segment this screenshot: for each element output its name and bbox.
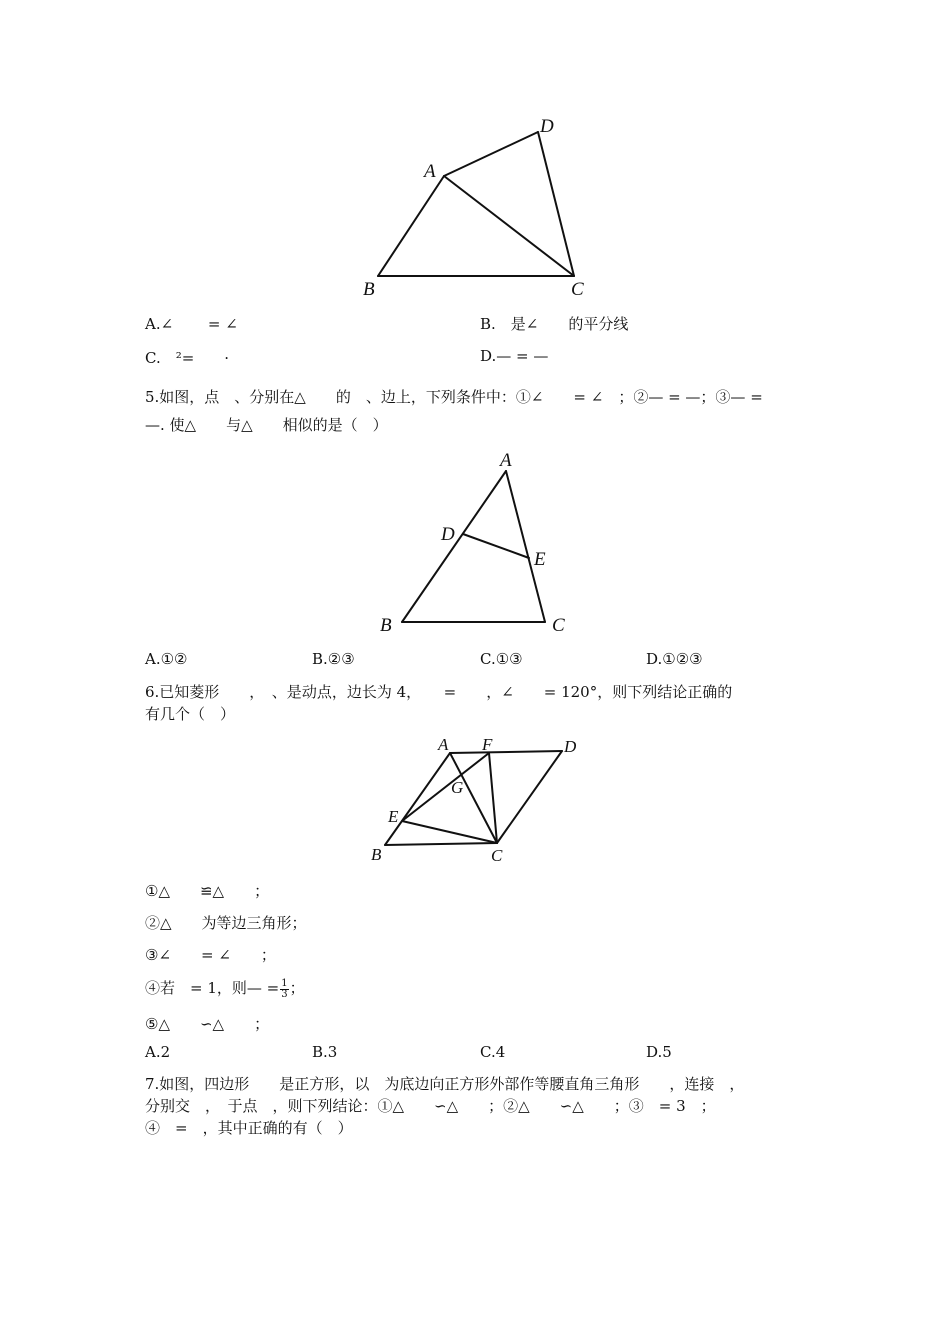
q6-statement-3: ③∠ = ∠ ； — [145, 946, 276, 964]
fraction-one-third — [280, 979, 288, 1000]
label-c: C — [571, 279, 584, 300]
label-f: F — [482, 735, 493, 754]
label-c: C — [552, 615, 565, 636]
figure-triangle-abc-de — [375, 447, 575, 642]
q6-statement-5: ⑤△ ∽△ ； — [145, 1015, 270, 1033]
label-b: B — [371, 845, 382, 864]
q6-option-c: C.4 — [480, 1043, 506, 1061]
segment-de — [463, 534, 529, 558]
segment-ec — [402, 821, 497, 843]
q6-option-a: A.2 — [145, 1043, 171, 1061]
q6-statement-1: ①△ ≌△ ； — [145, 882, 270, 900]
label-g: G — [451, 778, 464, 797]
q6-text-line2: 有几个（ ） — [145, 705, 236, 723]
q4-option-d: D.— = — — [480, 347, 549, 365]
segment-ab — [378, 176, 444, 276]
q5-option-b: B.②③ — [312, 650, 355, 668]
q6-statement-4-text: ④若 = 1，则— = — [145, 979, 280, 997]
segment-ad — [450, 751, 562, 753]
q5-text-line1: 5.如图，点 、分别在△ 的 、边上，下列条件中：①∠ = ∠ ；②— = —；③— = — [145, 388, 763, 406]
figure-quadrilateral-abcd — [355, 110, 595, 305]
q6-option-d: D.5 — [646, 1043, 672, 1061]
label-a: A — [438, 735, 449, 754]
label-c: C — [491, 846, 503, 865]
q4-option-b: B. 是∠ 的平分线 — [480, 315, 629, 333]
label-e: E — [388, 807, 399, 826]
q5-text-line2: —. 使△ 与△ 相似的是（ ） — [145, 416, 388, 434]
q6-statement-4 — [145, 977, 305, 1000]
q5-option-a: A.①② — [145, 650, 188, 668]
q4-option-a: A.∠ = ∠ — [145, 315, 238, 333]
label-d: D — [564, 737, 577, 756]
q7-text-line2: 分别交 ， 于点 ，则下列结论：①△ ∽△ ；②△ ∽△ ；③ = 3 ； — [145, 1097, 716, 1115]
segment-ac — [444, 176, 574, 276]
label-a: A — [424, 161, 436, 182]
q5-option-d: D.①②③ — [646, 650, 703, 668]
q4-option-c: C. ²= · — [145, 349, 230, 367]
segment-dc — [497, 751, 562, 843]
label-a: A — [500, 450, 512, 471]
q5-option-c: C.①③ — [480, 650, 523, 668]
segment-ab — [402, 471, 506, 622]
fraction-numerator: 1 — [281, 977, 288, 989]
q7-text-line1: 7.如图，四边形 是正方形，以 为底边向正方形外部作等腰直角三角形 ，连接 ， — [145, 1075, 745, 1093]
segment-ac — [506, 471, 545, 622]
q6-statement-4-end: ； — [289, 979, 305, 997]
label-b: B — [380, 615, 392, 636]
segment-ab — [385, 753, 450, 845]
fraction-denominator: 3 — [281, 988, 288, 1000]
label-e: E — [534, 549, 546, 570]
q6-statement-2: ②△ 为等边三角形； — [145, 914, 307, 932]
q6-text-line1: 6.已知菱形 ， 、是动点，边长为 4， = ，∠ = 120°，则下列结论正确的 — [145, 683, 733, 701]
segment-bc — [385, 843, 497, 845]
segment-ad — [444, 132, 538, 176]
segment-dc — [538, 132, 574, 276]
label-d: D — [540, 116, 554, 137]
figure-rhombus-abcd — [365, 733, 590, 868]
label-d: D — [441, 524, 455, 545]
q7-text-line3: ④ = ，其中正确的有（ ） — [145, 1119, 353, 1137]
segment-ef — [402, 753, 489, 821]
q6-option-b: B.3 — [312, 1043, 338, 1061]
label-b: B — [363, 279, 375, 300]
